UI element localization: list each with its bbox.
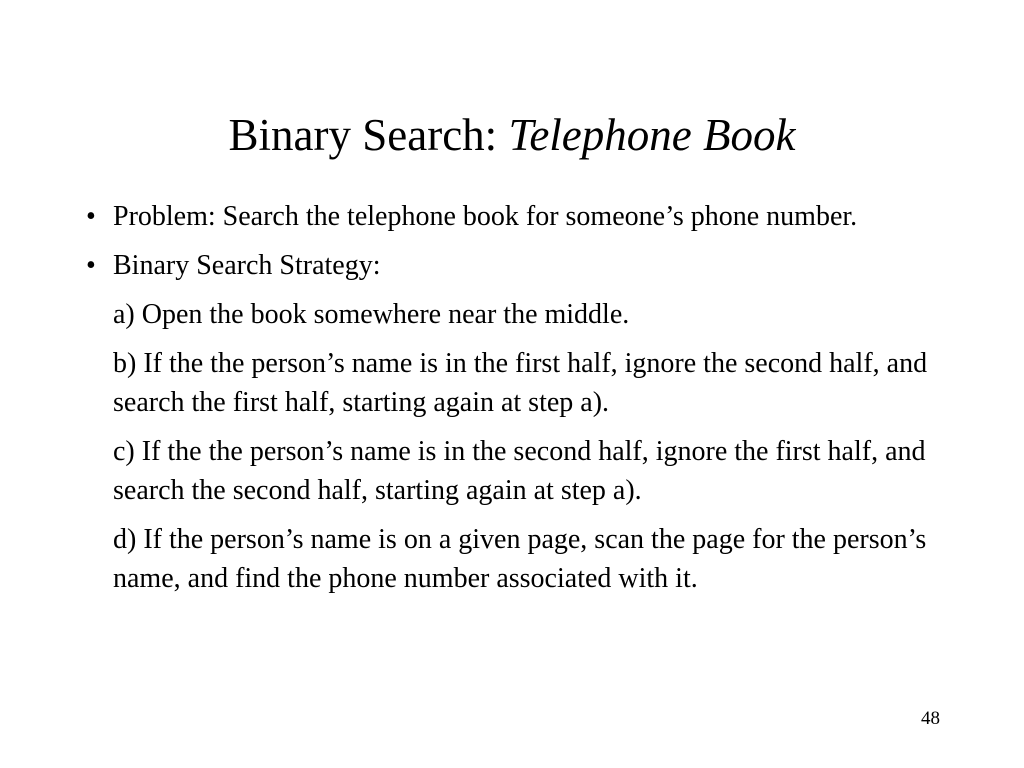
strategy-step-c: c) If the the person’s name is in the second half, ignore the first half, and search the second half, starting again at step a).: [113, 436, 926, 506]
slide-title-italic: Telephone Book: [508, 110, 796, 160]
bullet-strategy-text: Binary Search Strategy:: [113, 250, 381, 281]
slide-title-plain: Binary Search:: [228, 110, 509, 160]
strategy-step-d: d) If the person’s name is on a given page, scan the page for the person’s name, and find the phone number associated with it.: [113, 524, 927, 594]
bullet-icon: •: [86, 201, 96, 232]
slide-title: [0, 106, 1024, 164]
bullet-problem: [86, 197, 966, 236]
bullet-strategy: [86, 246, 966, 285]
page-number: 48: [921, 708, 940, 729]
bullet-icon: •: [86, 250, 96, 281]
strategy-step-a: a) Open the book somewhere near the middle.: [113, 299, 630, 330]
slide-body: [86, 197, 966, 598]
bullet-problem-text: Problem: Search the telephone book for someone’s phone number.: [113, 201, 858, 232]
strategy-step-b: b) If the the person’s name is in the first half, ignore the second half, and search the first half, starting again at step a).: [113, 348, 928, 418]
